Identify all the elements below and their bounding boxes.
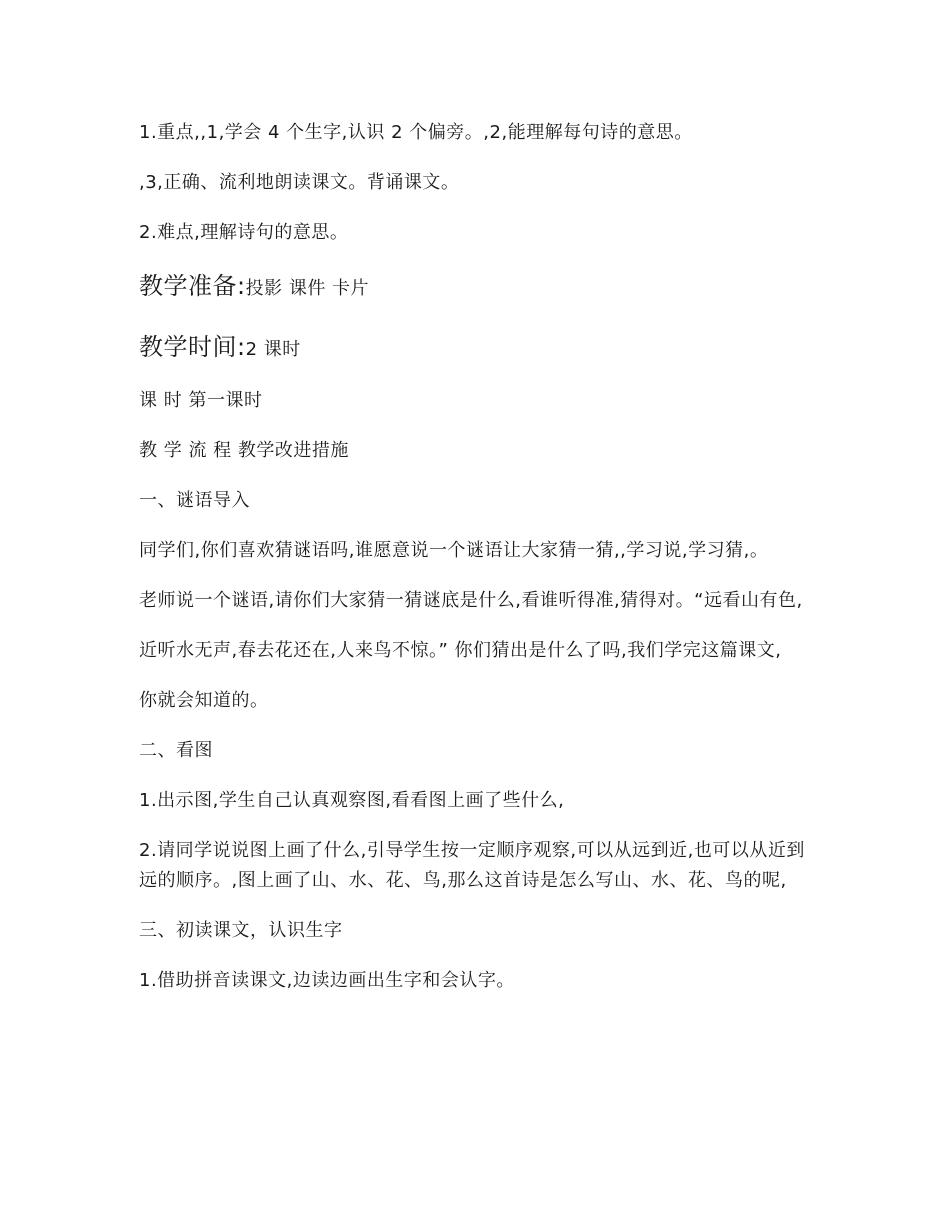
prep-label: 教学准备: (139, 272, 246, 300)
period-line: 课 时 第一课时 (139, 390, 263, 411)
key-points-line-3: ,3,正确、流利地朗读课文。背诵课文。 (139, 172, 460, 193)
paragraph: 你就会知道的。 (139, 690, 269, 711)
time-value: 2 课时 (245, 339, 301, 360)
teaching-time (139, 329, 814, 368)
paragraph: 近听水无声,春去花还在,人来鸟不惊。” 你们猜出是什么了吗,我们学完这篇课文, (139, 640, 782, 661)
section-heading: 三、初读课文，认识生字 (139, 920, 343, 941)
section-heading: 一、谜语导入 (139, 490, 250, 511)
paragraph: 2.请同学说说图上画了什么,引导学生按一定顺序观察,可以从远到近,也可以从近到远的顺序。,图上画了山、水、花、鸟,那么这首诗是怎么写山、水、花、鸟的呢, (139, 840, 805, 891)
paragraph: 同学们,你们喜欢猜谜语吗,谁愿意说一个谜语让大家猜一猜,,学习说,学习猜,。 (139, 540, 769, 561)
time-label: 教学时间: (139, 333, 246, 361)
paragraph: 老师说一个谜语,请你们大家猜一猜谜底是什么,看谁听得准,猜得对。“远看山有色, (139, 590, 803, 611)
prep-value: 投影 课件 卡片 (245, 278, 370, 299)
difficulty-line: 2.难点,理解诗句的意思。 (139, 222, 349, 243)
flow-line: 教 学 流 程 教学改进措施 (139, 440, 349, 461)
section-heading: 二、看图 (139, 740, 213, 761)
document-page (139, 118, 814, 996)
paragraph: 1.借助拼音读课文,边读边画出生字和会认字。 (139, 970, 515, 991)
key-points-line: 1.重点,,1,学会 4 个生字,认识 2 个偏旁。,2,能理解每句诗的意思。 (139, 122, 693, 143)
teaching-preparation (139, 268, 814, 307)
paragraph: 1.出示图,学生自己认真观察图,看看图上画了些什么, (139, 790, 565, 811)
